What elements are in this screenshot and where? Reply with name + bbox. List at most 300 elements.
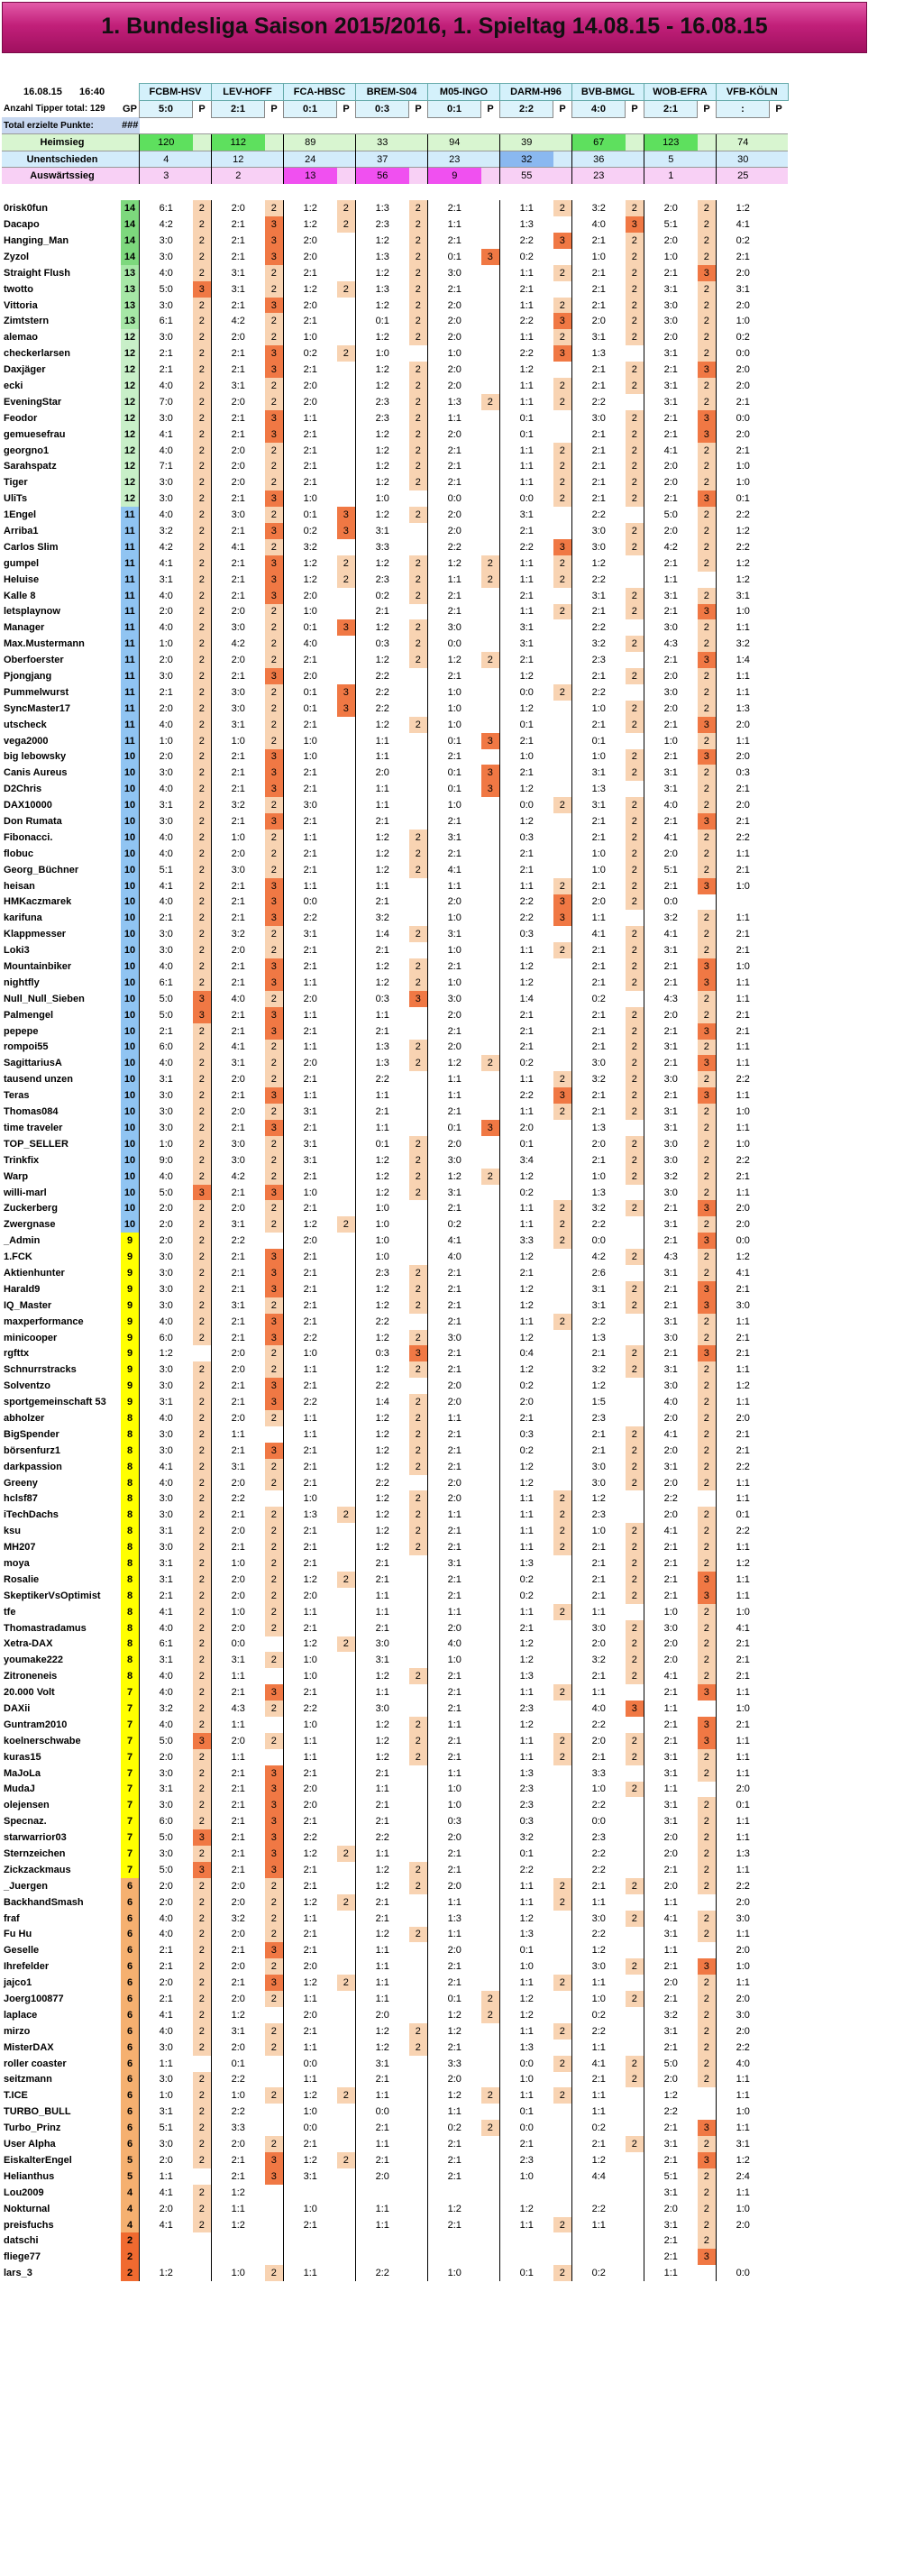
- player-name: 1Engel: [4, 509, 37, 521]
- tip-value: 2:0: [644, 846, 698, 862]
- tip-value: 3:3: [356, 539, 409, 555]
- tip-value: 1:3: [500, 1668, 553, 1684]
- tip-points: 2: [409, 394, 428, 410]
- tip-points: 3: [481, 249, 500, 265]
- tip-value: 1:0: [572, 846, 626, 862]
- tip-points: [553, 1636, 572, 1653]
- tip-points: [553, 1572, 572, 1588]
- tip-points: 2: [626, 298, 644, 314]
- tip-points: 2: [193, 1894, 212, 1911]
- stat-gap: [626, 133, 644, 151]
- tip-points: [770, 797, 789, 813]
- tip-points: 2: [409, 329, 428, 345]
- tip-points: [409, 1846, 428, 1862]
- tip-points: 2: [409, 265, 428, 281]
- tip-points: 2: [265, 1878, 284, 1894]
- game-points: 10: [121, 862, 140, 878]
- game-points: 11: [121, 572, 140, 588]
- tip-points: [626, 619, 644, 636]
- tip-points: [265, 1233, 284, 1249]
- tip-points: 2: [409, 1523, 428, 1539]
- player-name: koelnerschwabe: [4, 1735, 81, 1746]
- tip-points: [337, 2232, 356, 2249]
- tip-points: [337, 1701, 356, 1717]
- tip-value: 1:1: [500, 1507, 553, 1523]
- tip-points: [698, 1782, 717, 1798]
- tip-points: 2: [553, 458, 572, 474]
- table-row: [2, 1055, 788, 1071]
- tip-value: 0:0: [284, 894, 337, 911]
- match-code: FCA-HBSC: [284, 84, 356, 101]
- tip-value: 3:0: [140, 1249, 193, 1265]
- tip-points: [409, 2168, 428, 2185]
- tip-points: 3: [265, 410, 284, 426]
- tip-points: [626, 2087, 644, 2104]
- tip-points: [626, 1829, 644, 1846]
- tip-points: [337, 2136, 356, 2152]
- tip-points: 2: [698, 1169, 717, 1185]
- tip-value: 2:0: [212, 474, 265, 490]
- tip-points: 2: [409, 458, 428, 474]
- tip-points: [337, 1361, 356, 1378]
- tip-points: [626, 394, 644, 410]
- tip-value: 1:3: [428, 394, 481, 410]
- tip-value: 2:0: [644, 1829, 698, 1846]
- tip-value: 1:1: [717, 1749, 770, 1765]
- tip-points: [337, 2104, 356, 2120]
- player-name: Zuckerberg: [4, 1203, 58, 1215]
- tip-value: 2:1: [644, 1958, 698, 1975]
- tip-value: 1:1: [428, 1717, 481, 1733]
- tip-points: [770, 2232, 789, 2249]
- tip-value: 2:0: [140, 1749, 193, 1765]
- game-points: 6: [121, 2120, 140, 2136]
- tip-points: 2: [409, 216, 428, 233]
- tip-value: 4:0: [140, 781, 193, 797]
- tip-points: 2: [193, 443, 212, 459]
- stat-gap: [193, 133, 212, 151]
- tip-points: [770, 717, 789, 733]
- tip-value: 2:0: [140, 652, 193, 668]
- tip-value: 2:1: [428, 1539, 481, 1555]
- tip-value: 3:0: [572, 1911, 626, 1927]
- tip-points: [626, 2152, 644, 2168]
- tip-value: 2:1: [644, 426, 698, 443]
- tip-value: 4:1: [140, 2007, 193, 2023]
- tip-points: 3: [265, 1846, 284, 1862]
- tip-value: 2:1: [284, 1265, 337, 1281]
- tip-points: 2: [409, 1878, 428, 1894]
- tip-value: 4:0: [717, 2056, 770, 2072]
- tip-value: 1:1: [356, 1991, 409, 2007]
- tip-value: 2:0: [644, 1410, 698, 1426]
- tip-value: 2:1: [212, 362, 265, 378]
- table-row: [2, 378, 788, 394]
- tip-value: 2:1: [572, 426, 626, 443]
- tip-points: [770, 1829, 789, 1846]
- stat-gap: [553, 133, 572, 151]
- player-name: Nokturnal: [4, 2203, 50, 2214]
- tip-value: 2:0: [284, 1055, 337, 1071]
- tip-points: 2: [409, 1297, 428, 1314]
- player-name: Helianthus: [4, 2170, 55, 2182]
- tip-value: 2:1: [644, 1023, 698, 1040]
- game-points: 11: [121, 668, 140, 684]
- tip-value: 3:0: [140, 249, 193, 265]
- tip-value: 4:0: [140, 1055, 193, 1071]
- tip-value: 1:1: [717, 1829, 770, 1846]
- player-name: alemao: [4, 332, 38, 344]
- tip-value: 2:2: [356, 1475, 409, 1491]
- tip-points: [481, 1927, 500, 1943]
- tip-value: 2:1: [644, 1717, 698, 1733]
- tip-points: [337, 1652, 356, 1668]
- tip-points: [481, 2265, 500, 2281]
- tip-points: 3: [698, 1345, 717, 1361]
- tip-value: 1:2: [500, 975, 553, 991]
- tip-points: [770, 1169, 789, 1185]
- tip-value: 2:1: [140, 345, 193, 362]
- table-row: [2, 2201, 788, 2217]
- tip-points: [337, 329, 356, 345]
- tip-points: [193, 2249, 212, 2265]
- tip-value: 1:0: [428, 684, 481, 701]
- tip-value: 2:2: [356, 1378, 409, 1394]
- tip-points: [626, 1120, 644, 1136]
- tip-points: 2: [553, 1523, 572, 1539]
- tip-value: 2:1: [500, 652, 553, 668]
- tip-points: 2: [698, 733, 717, 749]
- tip-points: 2: [698, 1668, 717, 1684]
- tip-value: 1:1: [428, 1927, 481, 1943]
- tip-value: 2:1: [212, 910, 265, 926]
- tip-value: 1:1: [500, 394, 553, 410]
- player-name: Ihrefelder: [4, 1961, 50, 1973]
- tip-points: 3: [265, 572, 284, 588]
- tip-points: [698, 1894, 717, 1911]
- tip-value: 4:0: [284, 636, 337, 652]
- tip-points: 2: [265, 1572, 284, 1588]
- tip-value: 3:0: [140, 1765, 193, 1782]
- tip-points: [481, 862, 500, 878]
- tip-value: 2:1: [717, 781, 770, 797]
- tip-points: 2: [626, 426, 644, 443]
- match-result: 5:0: [140, 100, 193, 117]
- tip-points: 3: [265, 1829, 284, 1846]
- tip-points: [626, 1410, 644, 1426]
- game-points: 13: [121, 281, 140, 298]
- game-points: 13: [121, 313, 140, 329]
- tip-value: 1:1: [500, 474, 553, 490]
- player-name: Trinkfix: [4, 1154, 40, 1166]
- player-name: MisterDAX: [4, 2041, 54, 2053]
- tip-value: 2:1: [428, 668, 481, 684]
- tip-points: [626, 1604, 644, 1620]
- tip-value: 2:0: [717, 362, 770, 378]
- tip-value: 3:0: [140, 233, 193, 249]
- tip-points: [265, 1717, 284, 1733]
- game-points: 8: [121, 1636, 140, 1653]
- tip-points: [553, 1620, 572, 1636]
- tip-value: 2:1: [284, 2023, 337, 2040]
- tip-value: 2:3: [356, 572, 409, 588]
- tip-value: 4:0: [140, 1927, 193, 1943]
- tip-value: 2:0: [212, 2136, 265, 2152]
- tip-value: 3:0: [140, 1120, 193, 1136]
- tip-value: 1:1: [717, 1475, 770, 1491]
- tip-points: 2: [409, 1459, 428, 1475]
- tip-points: [409, 1249, 428, 1265]
- tip-value: 0:0: [500, 684, 553, 701]
- tip-points: 2: [553, 265, 572, 281]
- tip-value: 3:1: [644, 1797, 698, 1813]
- tip-value: 3:1: [284, 1104, 337, 1120]
- tip-value: 1:1: [717, 910, 770, 926]
- tip-points: 2: [553, 1878, 572, 1894]
- game-points: 11: [121, 684, 140, 701]
- tip-value: 2:0: [212, 1410, 265, 1426]
- tip-points: [770, 1684, 789, 1701]
- tip-points: [481, 942, 500, 958]
- tip-value: 4:0: [140, 717, 193, 733]
- player-name: fraf: [4, 1912, 20, 1924]
- tip-value: 5:0: [140, 1185, 193, 1201]
- tip-points: [481, 362, 500, 378]
- tip-points: 3: [265, 894, 284, 911]
- tip-value: 1:2: [284, 555, 337, 572]
- tip-value: 2:1: [572, 830, 626, 846]
- table-row: [2, 765, 788, 781]
- tip-points: 3: [265, 1975, 284, 1991]
- tip-value: 3:1: [572, 1281, 626, 1297]
- tip-value: 2:1: [572, 265, 626, 281]
- tip-points: [481, 1297, 500, 1314]
- tip-value: 1:1: [356, 733, 409, 749]
- tip-points: [409, 1216, 428, 1233]
- game-points: 10: [121, 926, 140, 942]
- tip-points: [626, 781, 644, 797]
- tip-points: 3: [265, 781, 284, 797]
- tip-points: 2: [698, 1911, 717, 1927]
- tip-value: 1:2: [572, 555, 626, 572]
- tip-value: 1:2: [284, 2152, 337, 2168]
- tip-value: 2:1: [644, 717, 698, 733]
- tip-points: 2: [193, 2136, 212, 2152]
- tip-points: 3: [698, 362, 717, 378]
- tip-points: [409, 1782, 428, 1798]
- tip-value: 2:1: [356, 604, 409, 620]
- tip-value: 1:2: [356, 1717, 409, 1733]
- tip-value: 1:1: [500, 1894, 553, 1911]
- tip-value: 2:2: [356, 2265, 409, 2281]
- tip-points: 2: [698, 684, 717, 701]
- tip-points: 2: [193, 830, 212, 846]
- tip-value: 1:1: [500, 1684, 553, 1701]
- tip-points: 2: [409, 1136, 428, 1152]
- player-name: TURBO_BULL: [4, 2106, 71, 2118]
- tip-value: 1:2: [212, 2185, 265, 2201]
- tip-points: [770, 1555, 789, 1572]
- tip-points: [770, 2120, 789, 2136]
- game-points: 12: [121, 378, 140, 394]
- table-row: [2, 733, 788, 749]
- tip-points: 2: [409, 362, 428, 378]
- player-name: gemuesefrau: [4, 428, 66, 440]
- tip-points: [770, 1249, 789, 1265]
- tip-points: 2: [193, 298, 212, 314]
- tip-value: 2:0: [428, 2072, 481, 2088]
- table-row: [2, 490, 788, 507]
- tip-value: 4:0: [428, 1636, 481, 1653]
- tip-points: [481, 1475, 500, 1491]
- tip-points: [193, 2232, 212, 2249]
- tip-points: [553, 862, 572, 878]
- game-points: 8: [121, 1490, 140, 1507]
- tip-points: 2: [698, 1104, 717, 1120]
- tip-points: 2: [553, 1539, 572, 1555]
- tip-value: 1:1: [428, 1765, 481, 1782]
- tip-points: [770, 604, 789, 620]
- tip-value: 2:1: [212, 490, 265, 507]
- tip-value: 2:1: [717, 443, 770, 459]
- tip-points: [770, 1846, 789, 1862]
- tip-points: [553, 830, 572, 846]
- tip-points: 2: [193, 1297, 212, 1314]
- tip-value: 2:1: [500, 588, 553, 604]
- stat-gap: [553, 151, 572, 168]
- game-points: 8: [121, 1523, 140, 1539]
- tip-points: 2: [409, 1749, 428, 1765]
- tip-points: [553, 1345, 572, 1361]
- tip-points: [553, 2168, 572, 2185]
- tip-value: 2:1: [428, 1749, 481, 1765]
- tip-value: 0:1: [356, 1136, 409, 1152]
- tip-points: 2: [337, 555, 356, 572]
- tip-value: 2:0: [140, 604, 193, 620]
- tip-points: [770, 2152, 789, 2168]
- tip-points: [409, 1636, 428, 1653]
- tip-points: [770, 1911, 789, 1927]
- tip-points: 2: [698, 2007, 717, 2023]
- tip-points: 3: [698, 1572, 717, 1588]
- tip-value: 4:2: [212, 1169, 265, 1185]
- tip-points: 2: [193, 781, 212, 797]
- tip-value: 2:0: [284, 249, 337, 265]
- tip-points: 2: [553, 1200, 572, 1216]
- tip-points: [770, 942, 789, 958]
- tip-points: [626, 572, 644, 588]
- tip-value: 1:2: [356, 975, 409, 991]
- tip-points: [481, 926, 500, 942]
- tip-value: 2:1: [428, 1684, 481, 1701]
- tip-points: [553, 765, 572, 781]
- tip-value: 1:1: [500, 572, 553, 588]
- tip-points: 2: [265, 281, 284, 298]
- tip-points: 2: [626, 1991, 644, 2007]
- tip-value: 2:1: [500, 281, 553, 298]
- tip-value: 0:1: [717, 490, 770, 507]
- tip-points: [770, 1410, 789, 1426]
- tip-points: 2: [265, 2265, 284, 2281]
- tip-value: 1:2: [284, 1846, 337, 1862]
- tip-value: 1:0: [572, 1523, 626, 1539]
- tip-points: 2: [265, 1055, 284, 1071]
- player-name: georgno1: [4, 445, 50, 456]
- tip-points: [770, 1975, 789, 1991]
- tip-value: 5:0: [140, 1007, 193, 1023]
- tip-points: 3: [698, 813, 717, 830]
- tip-points: [337, 410, 356, 426]
- tip-value: 1:2: [356, 474, 409, 490]
- tip-points: [626, 1684, 644, 1701]
- tip-value: 3:1: [500, 619, 553, 636]
- game-points: 7: [121, 1813, 140, 1829]
- tip-value: 2:1: [284, 1023, 337, 1040]
- game-points: 5: [121, 2152, 140, 2168]
- tip-points: [770, 684, 789, 701]
- tip-points: [553, 281, 572, 298]
- tip-points: 2: [337, 2087, 356, 2104]
- tip-points: [481, 1361, 500, 1378]
- tip-points: 2: [409, 298, 428, 314]
- tip-value: 1:4: [500, 991, 553, 1007]
- player-name: big lebowsky: [4, 751, 67, 763]
- tip-value: 1:2: [500, 813, 553, 830]
- tip-value: 2:1: [644, 2120, 698, 2136]
- tip-points: 2: [626, 200, 644, 216]
- tip-points: [409, 1378, 428, 1394]
- tip-value: 1:2: [356, 1490, 409, 1507]
- tip-value: 2:1: [284, 1684, 337, 1701]
- tip-value: 4:1: [140, 555, 193, 572]
- tip-value: 2:0: [717, 1782, 770, 1798]
- table-row: [2, 1588, 788, 1604]
- tip-points: [337, 862, 356, 878]
- player-name: Guntram2010: [4, 1719, 68, 1730]
- game-points: 6: [121, 2007, 140, 2023]
- tip-points: 3: [337, 684, 356, 701]
- tip-points: [770, 1104, 789, 1120]
- tip-value: 2:1: [572, 1749, 626, 1765]
- tip-points: 2: [193, 1330, 212, 1346]
- table-row: [2, 1797, 788, 1813]
- tip-points: 3: [265, 216, 284, 233]
- tip-points: 2: [193, 1668, 212, 1684]
- tip-points: [626, 1265, 644, 1281]
- tip-value: 3:1: [212, 2023, 265, 2040]
- tip-value: 3:1: [644, 345, 698, 362]
- tip-value: 4:0: [140, 588, 193, 604]
- game-points: 4: [121, 2217, 140, 2233]
- tip-points: [770, 490, 789, 507]
- player-name: Rosalie: [4, 1573, 40, 1585]
- tip-points: [265, 2072, 284, 2088]
- player-name: flobuc: [4, 848, 33, 859]
- tip-points: [337, 1459, 356, 1475]
- tip-points: 2: [698, 345, 717, 362]
- tip-value: 2:0: [572, 894, 626, 911]
- tip-points: 2: [265, 862, 284, 878]
- tip-value: 0:1: [500, 2104, 553, 2120]
- tip-value: 2:0: [572, 313, 626, 329]
- tip-points: [337, 490, 356, 507]
- tip-value: 2:2: [500, 233, 553, 249]
- tip-value: 1:2: [500, 1717, 553, 1733]
- tip-value: 0:3: [500, 830, 553, 846]
- game-points: 7: [121, 1829, 140, 1846]
- game-points: 11: [121, 539, 140, 555]
- tip-value: 1:2: [428, 2087, 481, 2104]
